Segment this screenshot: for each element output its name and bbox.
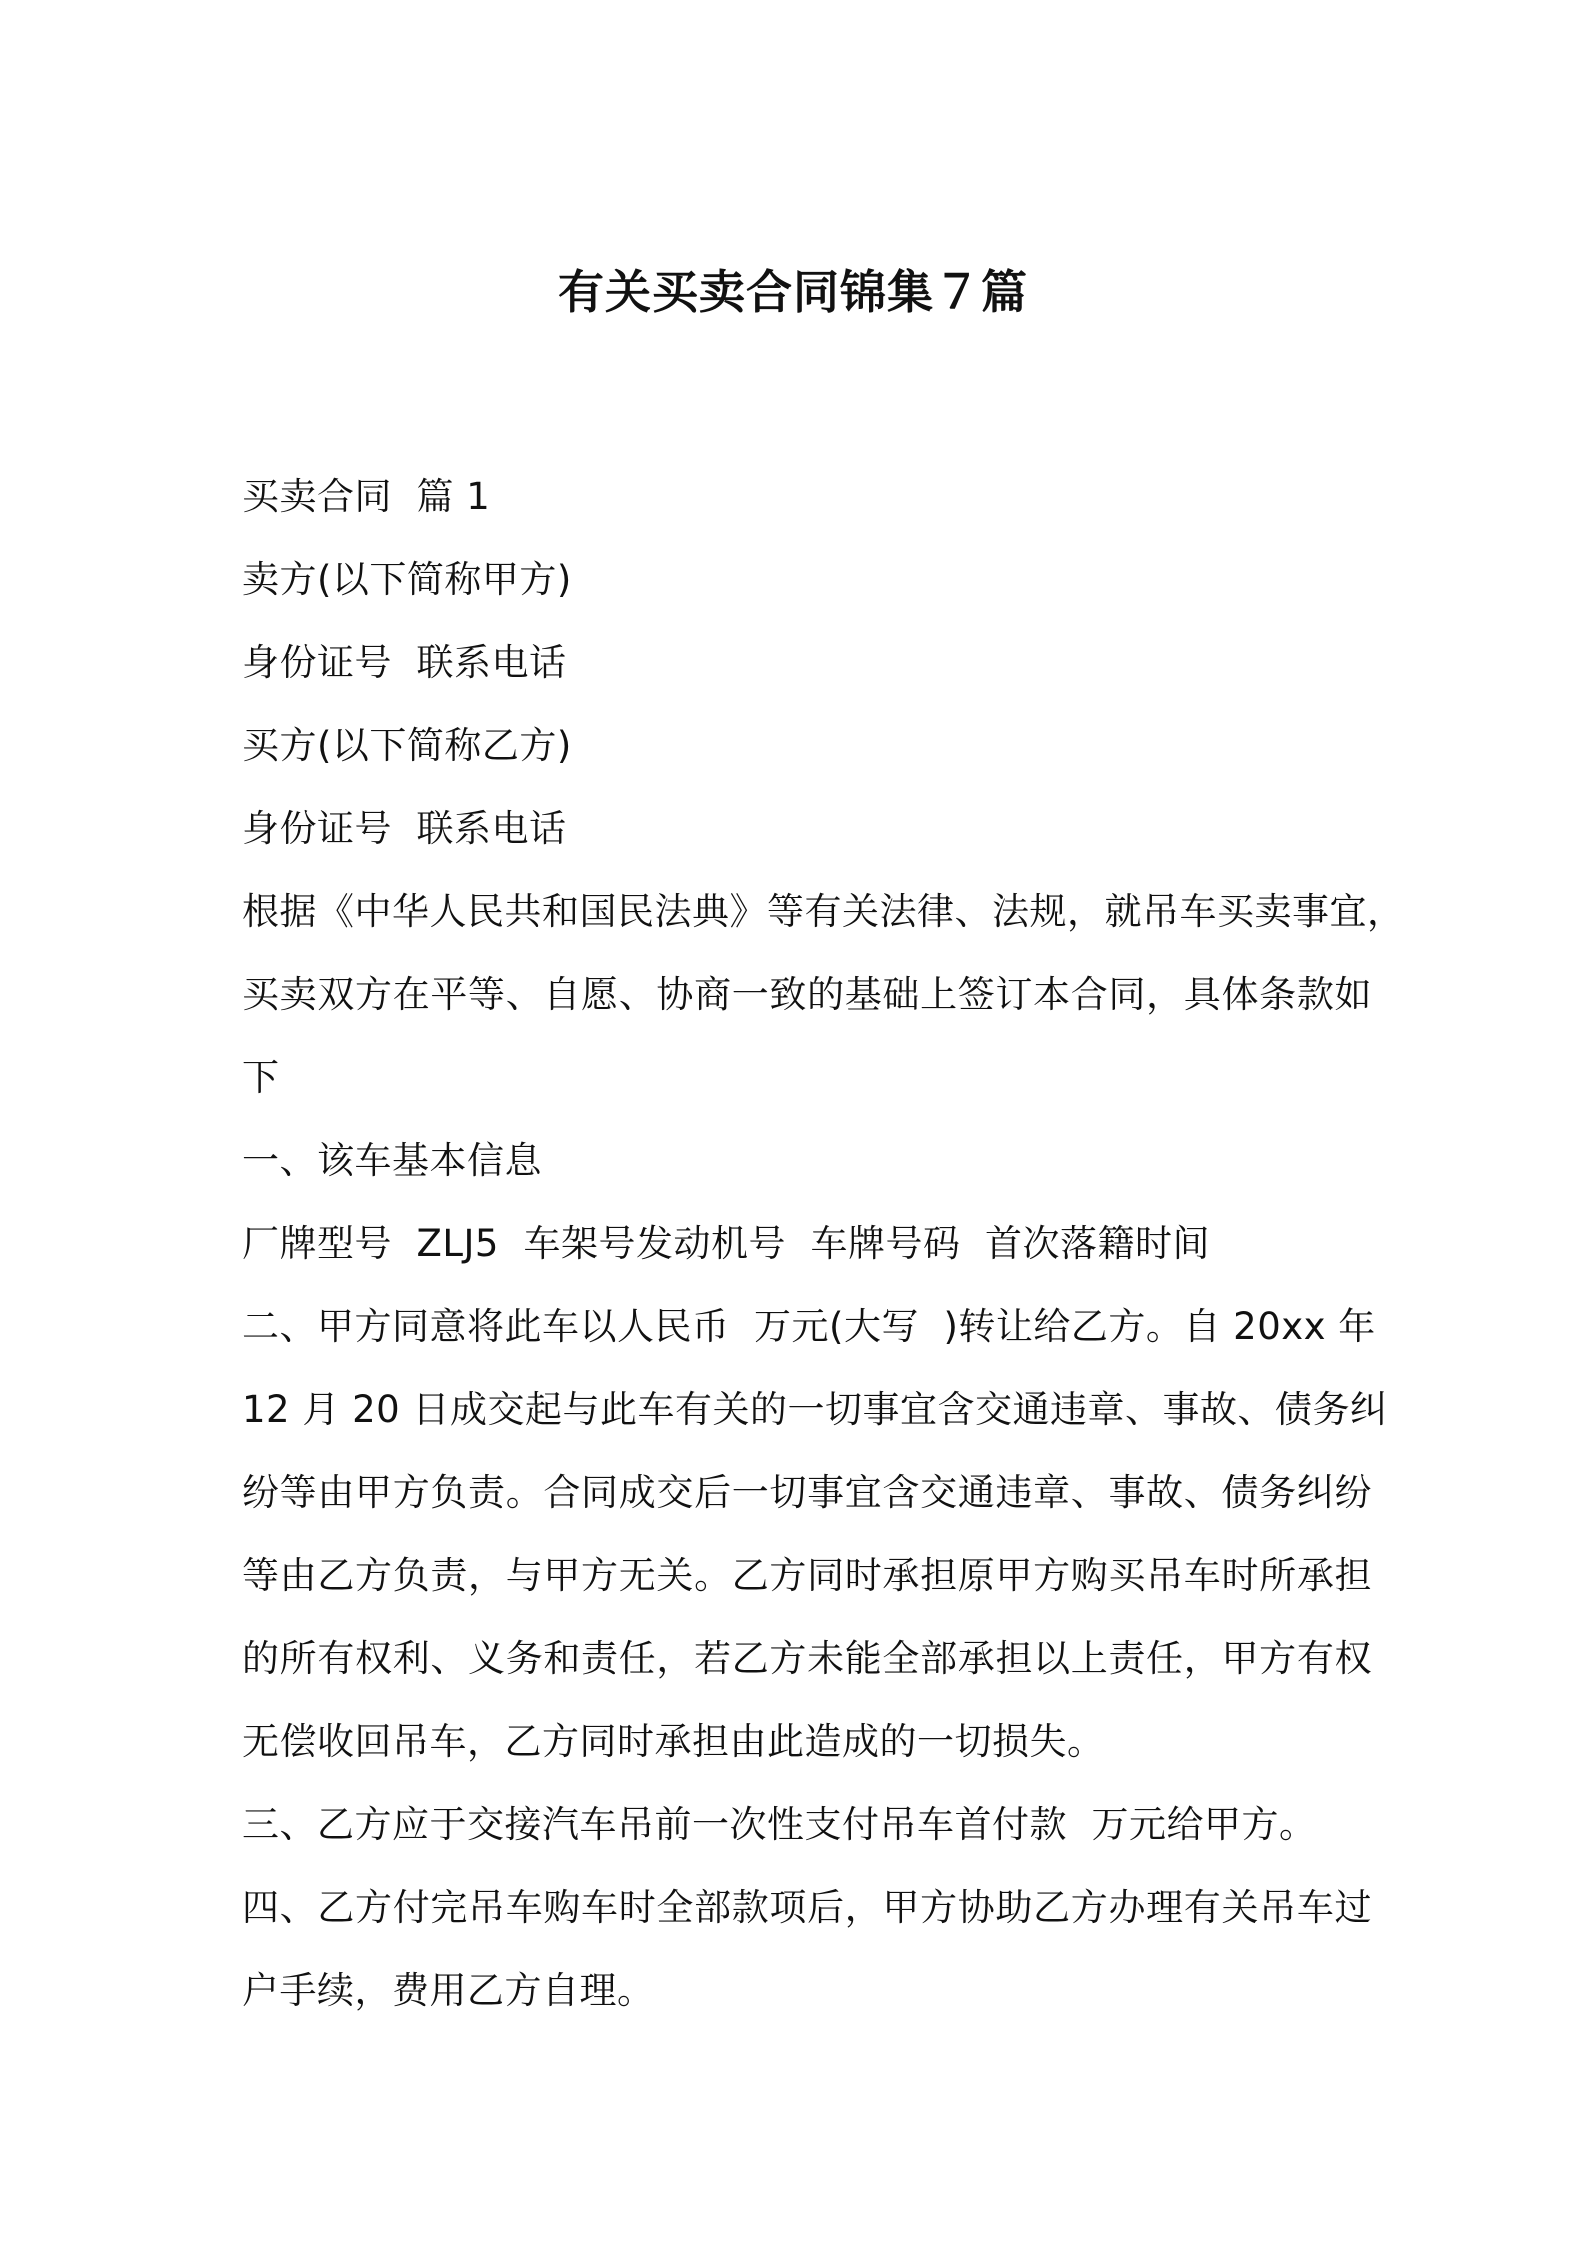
paragraph-line: 买卖双方在平等、自愿、协商一致的基础上签订本合同，具体条款如	[242, 973, 1372, 1016]
buyer-id-line: 身份证号 联系电话	[242, 807, 567, 850]
paragraph-line: 纷等由甲方负责。合同成交后一切事宜含交通违章、事故、债务纠纷	[242, 1471, 1372, 1514]
paragraph-line: 的所有权利、义务和责任，若乙方未能全部承担以上责任，甲方有权	[242, 1637, 1372, 1680]
paragraph-line: 四、乙方付完吊车购车时全部款项后，甲方协助乙方办理有关吊车过	[242, 1886, 1372, 1929]
paragraph-line: 二、甲方同意将此车以人民币 万元(大写 )转让给乙方。自 20xx 年	[242, 1305, 1376, 1348]
paragraph-line: 户手续，费用乙方自理。	[242, 1969, 655, 2012]
seller-line: 卖方(以下简称甲方)	[242, 558, 572, 601]
seller-id-line: 身份证号 联系电话	[242, 641, 567, 684]
buyer-line: 买方(以下简称乙方)	[242, 724, 572, 767]
paragraph-line: 三、乙方应于交接汽车吊前一次性支付吊车首付款 万元给甲方。	[242, 1803, 1317, 1846]
paragraph-line: 下	[242, 1056, 280, 1099]
section-heading: 买卖合同 篇 1	[242, 475, 491, 518]
document-body	[242, 455, 1405, 2032]
clause-heading: 一、该车基本信息	[242, 1139, 542, 1182]
paragraph-line: 根据《中华人民共和国民法典》等有关法律、法规，就吊车买卖事宜，	[242, 890, 1405, 933]
paragraph-line: 等由乙方负责，与甲方无关。乙方同时承担原甲方购买吊车时所承担	[242, 1554, 1372, 1597]
paragraph-line: 无偿收回吊车，乙方同时承担由此造成的一切损失。	[242, 1720, 1105, 1763]
document-title: 有关买卖合同锦集７篇	[558, 265, 1028, 319]
vehicle-info-line: 厂牌型号 ZLJ5 车架号发动机号 车牌号码 首次落籍时间	[242, 1222, 1211, 1265]
paragraph-line: 12 月 20 日成交起与此车有关的一切事宜含交通违章、事故、债务纠	[242, 1388, 1388, 1431]
